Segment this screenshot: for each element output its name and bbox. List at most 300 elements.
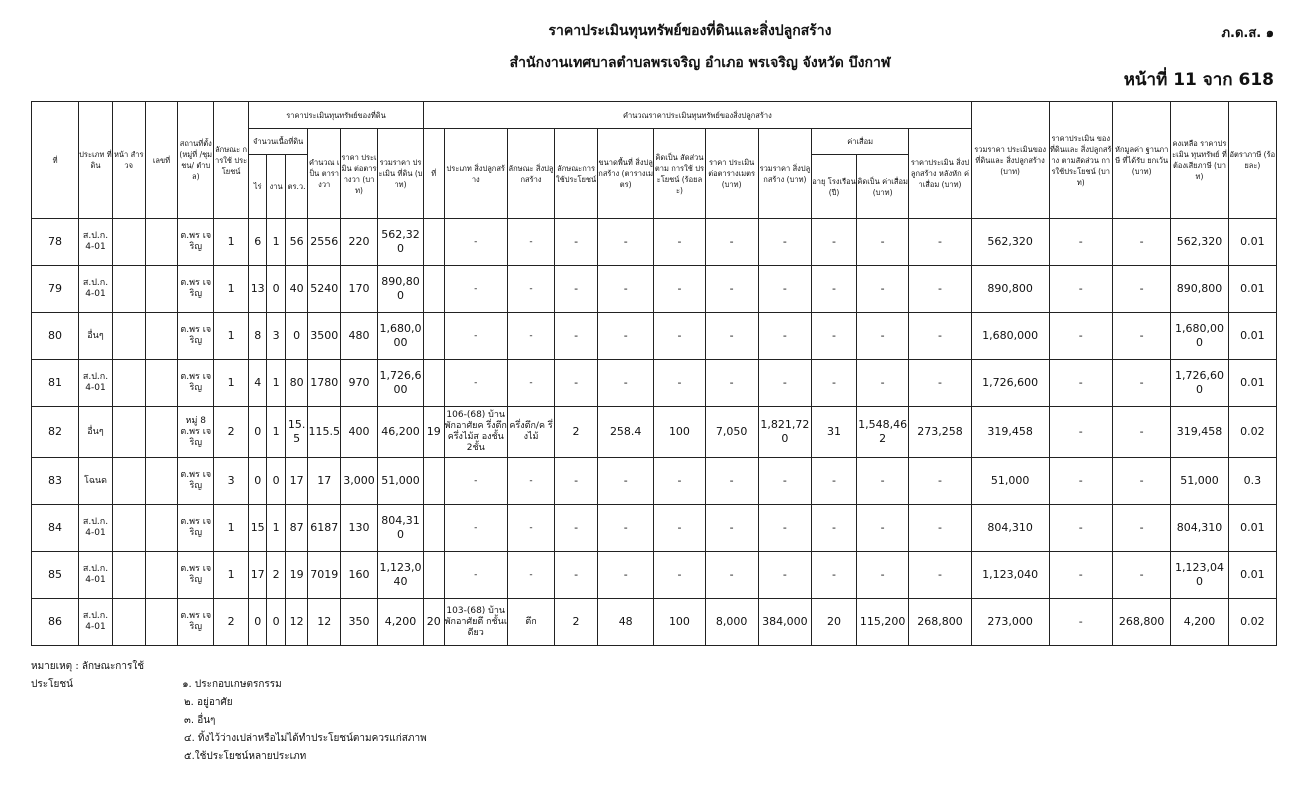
cell-number	[145, 313, 178, 360]
header-ratio: ราคาประเมิน ของที่ดินและ สิ่งปลูกสร้าง ตามสัดส่วน การใช้ประโยชน์ (บาท)	[1049, 102, 1112, 219]
cell-rate: 0.02	[1228, 407, 1276, 458]
header-group-depreciation: ค่าเสื่อม	[812, 129, 909, 155]
cell-taxable: 319,458	[1171, 407, 1228, 458]
cell-exempt: 268,800	[1112, 599, 1170, 646]
cell-b-type: -	[444, 458, 507, 505]
cell-b-no	[424, 505, 444, 552]
cell-rai: 13	[248, 266, 266, 313]
cell-b-percent: -	[654, 219, 705, 266]
header-building-type: ประเภท สิ่งปลูกสร้าง	[444, 129, 507, 219]
cell-price-wa: 970	[341, 360, 378, 407]
cell-b-type: -	[444, 266, 507, 313]
cell-ratio: -	[1049, 407, 1112, 458]
cell-exempt: -	[1112, 266, 1170, 313]
cell-no: 86	[32, 599, 79, 646]
cell-land-total: 1,726,6 00	[377, 360, 423, 407]
cell-b-total: 1,821,72 0	[758, 407, 811, 458]
cell-exempt: -	[1112, 407, 1170, 458]
cell-wa: 12	[285, 599, 308, 646]
header-building-kind: ลักษณะ สิ่งปลูกสร้าง	[507, 129, 554, 219]
cell-b-percent: 100	[654, 407, 705, 458]
header-group-land: ราคาประเมินทุนทรัพย์ของที่ดิน	[248, 102, 423, 129]
cell-age: -	[812, 552, 857, 599]
cell-page	[112, 505, 145, 552]
document-subtitle: สำนักงานเทศบาลตำบลพรเจริญ อำเภอ พรเจริญ จังหวัด บึงกาฬ	[509, 55, 891, 71]
cell-ratio: -	[1049, 458, 1112, 505]
cell-ratio: -	[1049, 599, 1112, 646]
table-row	[32, 266, 1277, 313]
cell-exempt: -	[1112, 219, 1170, 266]
cell-exempt: -	[1112, 313, 1170, 360]
cell-land-type: ส.ป.ก. 4-01	[79, 219, 113, 266]
cell-rate: 0.01	[1228, 360, 1276, 407]
header-ngan: งาน	[267, 155, 285, 219]
cell-b-type: -	[444, 313, 507, 360]
cell-page	[112, 313, 145, 360]
cell-exempt: -	[1112, 505, 1170, 552]
cell-depr: -	[857, 219, 909, 266]
cell-wa: 15.5	[285, 407, 308, 458]
cell-age: -	[812, 360, 857, 407]
header-rai: ไร่	[248, 155, 266, 219]
cell-b-price: -	[705, 266, 758, 313]
cell-b-total: -	[758, 360, 811, 407]
cell-b-after: -	[909, 552, 971, 599]
cell-b-after: -	[909, 266, 971, 313]
form-code: ภ.ด.ส. ๑	[1221, 26, 1274, 41]
cell-rate: 0.02	[1228, 599, 1276, 646]
cell-no: 79	[32, 266, 79, 313]
cell-wa: 56	[285, 219, 308, 266]
page-number: หน้าที่ 11 จาก 618	[1123, 70, 1274, 90]
cell-b-no	[424, 266, 444, 313]
cell-rate: 0.01	[1228, 505, 1276, 552]
cell-b-no	[424, 313, 444, 360]
cell-land-type: ส.ป.ก. 4-01	[79, 360, 113, 407]
cell-land-total: 46,200	[377, 407, 423, 458]
cell-b-percent: -	[654, 505, 705, 552]
cell-no: 84	[32, 505, 79, 552]
cell-wa: 19	[285, 552, 308, 599]
header-land-type: ประเภท ที่ดิน	[79, 102, 113, 219]
cell-wa: 87	[285, 505, 308, 552]
cell-b-usage: -	[555, 219, 598, 266]
cell-calc-wa: 115.5	[308, 407, 341, 458]
cell-land-type: ส.ป.ก. 4-01	[79, 599, 113, 646]
cell-b-kind: -	[507, 360, 554, 407]
cell-total: 890,800	[971, 266, 1049, 313]
cell-depr: 115,200	[857, 599, 909, 646]
cell-depr: 1,548,46 2	[857, 407, 909, 458]
header-building-total: รวมราคา สิ่งปลูกสร้าง (บาท)	[758, 129, 811, 219]
cell-b-usage: -	[555, 505, 598, 552]
cell-ratio: -	[1049, 505, 1112, 552]
cell-taxable: 890,800	[1171, 266, 1228, 313]
cell-price-wa: 480	[341, 313, 378, 360]
cell-b-kind: -	[507, 458, 554, 505]
cell-b-price: 8,000	[705, 599, 758, 646]
cell-rai: 6	[248, 219, 266, 266]
cell-total: 804,310	[971, 505, 1049, 552]
cell-age: -	[812, 266, 857, 313]
cell-b-no	[424, 360, 444, 407]
cell-ratio: -	[1049, 552, 1112, 599]
cell-b-kind: ครึ่งตึก/ค รึ่งไม้	[507, 407, 554, 458]
cell-b-after: 273,258	[909, 407, 971, 458]
header-building-area: ขนาดพื้นที่ สิ่งปลูกสร้าง (ตารางเมตร)	[598, 129, 654, 219]
cell-age: 31	[812, 407, 857, 458]
header-building-price-sqm: ราคา ประเมิน ต่อตารางเมตร (บาท)	[705, 129, 758, 219]
cell-rai: 15	[248, 505, 266, 552]
cell-ratio: -	[1049, 219, 1112, 266]
cell-b-total: 384,000	[758, 599, 811, 646]
header-building-percent: คิดเป็น สัดส่วนตาม การใช้ ประโยชน์ (ร้อยละ)	[654, 129, 705, 219]
cell-b-area: 48	[598, 599, 654, 646]
note-item: ๔. ทิ้งไว้ว่างเปล่าหรือไม่ได้ทำประโยชน์ตามควรแก่สภาพ	[184, 733, 427, 744]
cell-b-usage: 2	[555, 407, 598, 458]
cell-page	[112, 407, 145, 458]
table-row	[32, 458, 1277, 505]
cell-location: ต.พร เจริญ	[178, 313, 214, 360]
cell-total: 1,680,000	[971, 313, 1049, 360]
cell-usage: 2	[214, 407, 249, 458]
cell-land-total: 1,123,0 40	[377, 552, 423, 599]
cell-land-total: 804,310	[377, 505, 423, 552]
cell-rate: 0.01	[1228, 219, 1276, 266]
cell-number	[145, 360, 178, 407]
cell-b-no: 20	[424, 599, 444, 646]
header-location: สถานที่ตั้ง(หมู่ที่ /ชุมชน/ ตำบล)	[178, 102, 214, 219]
cell-ratio: -	[1049, 266, 1112, 313]
cell-location: ต.พร เจริญ	[178, 552, 214, 599]
document-title: ราคาประเมินทุนทรัพย์ของที่ดินและสิ่งปลูกสร้าง	[548, 23, 832, 39]
cell-total: 1,726,600	[971, 360, 1049, 407]
cell-rai: 0	[248, 407, 266, 458]
cell-price-wa: 160	[341, 552, 378, 599]
note-item: ๑. ประกอบเกษตรกรรม	[182, 679, 282, 690]
cell-ngan: 3	[267, 313, 285, 360]
cell-usage: 1	[214, 505, 249, 552]
cell-total: 1,123,040	[971, 552, 1049, 599]
cell-no: 78	[32, 219, 79, 266]
cell-taxable: 4,200	[1171, 599, 1228, 646]
cell-b-after: -	[909, 360, 971, 407]
cell-exempt: -	[1112, 360, 1170, 407]
cell-price-wa: 170	[341, 266, 378, 313]
cell-taxable: 562,320	[1171, 219, 1228, 266]
cell-age: 20	[812, 599, 857, 646]
cell-age: -	[812, 458, 857, 505]
header-group-area: จำนวนเนื้อที่ดิน	[248, 129, 307, 155]
cell-b-type: 106-(68) บ้านพักอาศัยค รึ่งตึกครึ่งไม้ส องชั้น 2ชั้น	[444, 407, 507, 458]
cell-usage: 1	[214, 552, 249, 599]
note-item: ๒. อยู่อาศัย	[184, 697, 233, 708]
header-wa: ตร.ว.	[285, 155, 308, 219]
cell-total: 562,320	[971, 219, 1049, 266]
cell-b-type: 103-(68) บ้านพักอาศัยตึ กชั้นเดียว	[444, 599, 507, 646]
cell-wa: 80	[285, 360, 308, 407]
cell-no: 82	[32, 407, 79, 458]
cell-b-kind: -	[507, 266, 554, 313]
cell-price-wa: 220	[341, 219, 378, 266]
cell-page	[112, 360, 145, 407]
cell-b-area: -	[598, 552, 654, 599]
cell-calc-wa: 17	[308, 458, 341, 505]
cell-number	[145, 599, 178, 646]
cell-b-after: -	[909, 458, 971, 505]
cell-no: 80	[32, 313, 79, 360]
cell-b-kind: -	[507, 219, 554, 266]
cell-b-total: -	[758, 458, 811, 505]
cell-b-percent: -	[654, 552, 705, 599]
header-building-after: ราคาประเมิน สิ่งปลูกสร้าง หลังหัก ค่าเสื่อม (บาท)	[909, 129, 971, 219]
cell-location: ต.พร เจริญ	[178, 505, 214, 552]
cell-page	[112, 599, 145, 646]
cell-location: หมู่ 8 ต.พร เจริญ	[178, 407, 214, 458]
cell-b-after: -	[909, 505, 971, 552]
cell-number	[145, 552, 178, 599]
cell-b-price: -	[705, 313, 758, 360]
cell-exempt: -	[1112, 552, 1170, 599]
header-survey-page: หน้า สำรวจ	[112, 102, 145, 219]
cell-b-type: -	[444, 219, 507, 266]
cell-wa: 17	[285, 458, 308, 505]
cell-b-area: -	[598, 360, 654, 407]
cell-b-price: -	[705, 552, 758, 599]
header-calc-wa: คำนวณ เป็น ตารางวา	[308, 129, 341, 219]
note-item: ๕.ใช้ประโยชน์หลายประเภท	[184, 751, 307, 762]
cell-no: 83	[32, 458, 79, 505]
cell-b-total: -	[758, 552, 811, 599]
cell-calc-wa: 1780	[308, 360, 341, 407]
cell-price-wa: 3,000	[341, 458, 378, 505]
cell-b-price: -	[705, 505, 758, 552]
cell-page	[112, 552, 145, 599]
header-usage: ลักษณะ การใช้ ประโยชน์	[214, 102, 249, 219]
cell-rate: 0.01	[1228, 552, 1276, 599]
notes	[31, 658, 427, 766]
cell-ngan: 0	[267, 266, 285, 313]
cell-b-kind: ตึก	[507, 599, 554, 646]
cell-taxable: 804,310	[1171, 505, 1228, 552]
cell-b-no: 19	[424, 407, 444, 458]
cell-number	[145, 266, 178, 313]
cell-total: 273,000	[971, 599, 1049, 646]
cell-b-type: -	[444, 505, 507, 552]
cell-page	[112, 458, 145, 505]
table-row	[32, 599, 1277, 646]
cell-usage: 3	[214, 458, 249, 505]
header-taxable: คงเหลือ ราคาประเมิน ทุนทรัพย์ ที่ต้องเสียภาษี (บาท)	[1171, 102, 1228, 219]
cell-rai: 8	[248, 313, 266, 360]
header-building-no: ที่	[424, 129, 444, 219]
cell-taxable: 1,123,04 0	[1171, 552, 1228, 599]
cell-usage: 2	[214, 599, 249, 646]
cell-b-total: -	[758, 505, 811, 552]
cell-calc-wa: 2556	[308, 219, 341, 266]
cell-no: 85	[32, 552, 79, 599]
cell-b-no	[424, 458, 444, 505]
cell-b-usage: -	[555, 552, 598, 599]
cell-calc-wa: 6187	[308, 505, 341, 552]
cell-calc-wa: 12	[308, 599, 341, 646]
cell-age: -	[812, 313, 857, 360]
cell-b-usage: -	[555, 266, 598, 313]
cell-depr: -	[857, 313, 909, 360]
cell-b-no	[424, 219, 444, 266]
cell-land-total: 1,680,0 00	[377, 313, 423, 360]
cell-b-after: 268,800	[909, 599, 971, 646]
cell-land-total: 51,000	[377, 458, 423, 505]
header-age: อายุ โรงเรือน (ปี)	[812, 155, 857, 219]
cell-b-kind: -	[507, 505, 554, 552]
cell-b-after: -	[909, 219, 971, 266]
cell-b-after: -	[909, 313, 971, 360]
cell-exempt: -	[1112, 458, 1170, 505]
header-total: รวมราคา ประเมินของ ที่ดินและ สิ่งปลูกสร้าง (บาท)	[971, 102, 1049, 219]
cell-depr: -	[857, 505, 909, 552]
header-rate: อัตราภาษี (ร้อยละ)	[1228, 102, 1276, 219]
cell-b-type: -	[444, 552, 507, 599]
table-row	[32, 407, 1277, 458]
notes-label: หมายเหตุ : ลักษณะการใช้ประโยชน์	[31, 661, 145, 690]
assessment-table	[31, 101, 1277, 646]
cell-age: -	[812, 219, 857, 266]
cell-no: 81	[32, 360, 79, 407]
cell-number	[145, 407, 178, 458]
note-item: ๓. อื่นๆ	[184, 715, 216, 726]
cell-rai: 0	[248, 458, 266, 505]
cell-total: 51,000	[971, 458, 1049, 505]
cell-land-type: อื่นๆ	[79, 407, 113, 458]
cell-b-percent: -	[654, 458, 705, 505]
cell-land-type: โฉนด	[79, 458, 113, 505]
cell-total: 319,458	[971, 407, 1049, 458]
cell-b-price: -	[705, 219, 758, 266]
cell-price-wa: 400	[341, 407, 378, 458]
header-exempt: หักมูลค่า ฐานภาษี ที่ได้รับ ยกเว้น (บาท)	[1112, 102, 1170, 219]
cell-b-usage: -	[555, 360, 598, 407]
cell-land-type: ส.ป.ก. 4-01	[79, 266, 113, 313]
cell-depr: -	[857, 552, 909, 599]
cell-location: ต.พร เจริญ	[178, 360, 214, 407]
header-building-usage: ลักษณะการ ใช้ประโยชน์	[555, 129, 598, 219]
cell-number	[145, 219, 178, 266]
header-group-building: คำนวณราคาประเมินทุนทรัพย์ของสิ่งปลูกสร้าง	[424, 102, 972, 129]
cell-depr: -	[857, 458, 909, 505]
cell-ngan: 2	[267, 552, 285, 599]
table-row	[32, 219, 1277, 266]
cell-calc-wa: 7019	[308, 552, 341, 599]
cell-ngan: 0	[267, 458, 285, 505]
cell-b-total: -	[758, 313, 811, 360]
cell-b-area: -	[598, 266, 654, 313]
cell-price-wa: 130	[341, 505, 378, 552]
cell-ngan: 1	[267, 505, 285, 552]
header-price-per-wa: ราคา ประเมิน ต่อตารางวา (บาท)	[341, 129, 378, 219]
cell-ngan: 1	[267, 219, 285, 266]
cell-b-percent: -	[654, 266, 705, 313]
header-depreciation-amount: คิดเป็น ค่าเสื่อม (บาท)	[857, 155, 909, 219]
cell-b-total: -	[758, 266, 811, 313]
cell-wa: 40	[285, 266, 308, 313]
cell-b-percent: -	[654, 360, 705, 407]
cell-usage: 1	[214, 219, 249, 266]
cell-b-area: -	[598, 458, 654, 505]
cell-b-area: -	[598, 505, 654, 552]
cell-b-usage: 2	[555, 599, 598, 646]
cell-b-percent: 100	[654, 599, 705, 646]
cell-usage: 1	[214, 313, 249, 360]
cell-usage: 1	[214, 266, 249, 313]
cell-location: ต.พร เจริญ	[178, 219, 214, 266]
cell-taxable: 51,000	[1171, 458, 1228, 505]
cell-number	[145, 505, 178, 552]
table-row	[32, 505, 1277, 552]
cell-b-kind: -	[507, 313, 554, 360]
cell-location: ต.พร เจริญ	[178, 458, 214, 505]
cell-depr: -	[857, 266, 909, 313]
cell-land-total: 562,320	[377, 219, 423, 266]
cell-usage: 1	[214, 360, 249, 407]
cell-location: ต.พร เจริญ	[178, 266, 214, 313]
cell-b-area: -	[598, 219, 654, 266]
cell-land-total: 4,200	[377, 599, 423, 646]
cell-page	[112, 266, 145, 313]
cell-rai: 17	[248, 552, 266, 599]
cell-b-price: 7,050	[705, 407, 758, 458]
cell-b-kind: -	[507, 552, 554, 599]
cell-ngan: 0	[267, 599, 285, 646]
cell-land-type: อื่นๆ	[79, 313, 113, 360]
header-no: ที่	[32, 102, 79, 219]
cell-location: ต.พร เจริญ	[178, 599, 214, 646]
cell-b-type: -	[444, 360, 507, 407]
cell-age: -	[812, 505, 857, 552]
cell-b-price: -	[705, 360, 758, 407]
table-row	[32, 552, 1277, 599]
cell-taxable: 1,726,60 0	[1171, 360, 1228, 407]
cell-taxable: 1,680,00 0	[1171, 313, 1228, 360]
table-row	[32, 360, 1277, 407]
cell-rai: 4	[248, 360, 266, 407]
cell-b-area: -	[598, 313, 654, 360]
cell-rate: 0.01	[1228, 313, 1276, 360]
cell-land-type: ส.ป.ก. 4-01	[79, 552, 113, 599]
cell-price-wa: 350	[341, 599, 378, 646]
cell-rate: 0.01	[1228, 266, 1276, 313]
cell-number	[145, 458, 178, 505]
cell-ngan: 1	[267, 407, 285, 458]
cell-wa: 0	[285, 313, 308, 360]
cell-b-price: -	[705, 458, 758, 505]
cell-land-total: 890,800	[377, 266, 423, 313]
cell-ratio: -	[1049, 313, 1112, 360]
cell-b-usage: -	[555, 313, 598, 360]
cell-b-usage: -	[555, 458, 598, 505]
cell-ngan: 1	[267, 360, 285, 407]
cell-land-type: ส.ป.ก. 4-01	[79, 505, 113, 552]
cell-calc-wa: 3500	[308, 313, 341, 360]
cell-page	[112, 219, 145, 266]
table-row	[32, 313, 1277, 360]
cell-calc-wa: 5240	[308, 266, 341, 313]
cell-rai: 0	[248, 599, 266, 646]
cell-ratio: -	[1049, 360, 1112, 407]
cell-b-percent: -	[654, 313, 705, 360]
cell-b-no	[424, 552, 444, 599]
header-land-total: รวมราคา ประเมิน ที่ดิน (บาท)	[377, 129, 423, 219]
